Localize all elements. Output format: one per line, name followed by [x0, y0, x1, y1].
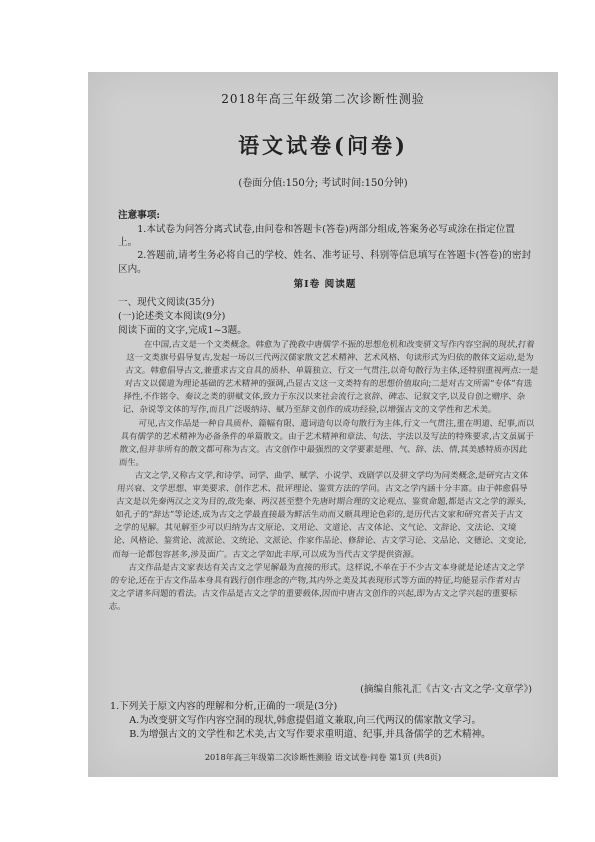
reading-passage — [108, 338, 541, 613]
passage-paragraph: 在中国,古文是一个文类概念。韩愈为了挽救中唐儒学不振的思想危机和改变骈文写作内容空洞的现状,打着这一文类旗号倡导复古,发起一场以三代两汉儒家散文艺术精神、艺术风格、句读形式为归依的散体文运动,是为古文。韩愈倡导古文,兼重求古文自具的质朴、单篇独立、行文一气贯注,以奇句散行为主体,还特别重视两点:一是对古文以儒道为理论基础的艺术精神的强调,凸显古文这一文类特有的思想价值取向;二是对古文所需“专体”有选择性,不作铭令、奏议之类的骈赋文体,致力于东汉以来社会流行之哀辞、碑志、记叙文字,以及自创之赠序、杂记、杂说等文体的写作,而且广泛吸纳诗、赋乃至辞文创作的成功经验,以增强古文的文学性和艺术美。 — [122, 339, 539, 415]
notes-list — [118, 223, 532, 276]
reading-instruction: 阅读下面的文字,完成1~3题。 — [118, 325, 247, 336]
passage-source: (摘编自熊礼汇《古文·古文之学·文章学》) — [360, 684, 532, 695]
paper-title: 语文试卷(问卷) — [238, 133, 408, 158]
option-b: B.为增强古文的文学性和艺术美,古文写作要求重明道、纪事,并具备儒学的艺术精神。 — [129, 729, 491, 740]
subsection-heading: (一)论述类文本阅读(9分) — [118, 311, 226, 322]
note-item: 1.本试卷为问答分离式试卷,由问卷和答题卡(答卷)两部分组成,答案务必写或涂在指定位置上。 — [118, 224, 515, 249]
note-item: 2.答题前,请考生务必将自己的学校、姓名、准考证号、科别等信息填写在答题卡(答卷)的密封区内。 — [118, 250, 532, 275]
passage-paragraph: 古文作品是古文家表达有关古文之学见解最为直接的形式。这样说,不单在于不少古文本身就是论述古文之学的专论,还在于古文作品本身具有践行创作理念的产物,其内外之美及其表现形式等方面的特征,均能显示作者对古文之学诸多问题的看法。古文作品是古文之学的重要载体,因而中唐古文创作的兴起,即为古文之学兴起的重要标志。 — [108, 561, 526, 611]
exam-header: 2018年高三年级第二次诊断性测验 — [221, 92, 425, 106]
score-info: (卷面分值:150分; 考试时间:150分钟) — [238, 178, 408, 189]
option-a: A.为改变骈文写作内容空洞的现状,韩愈提倡道文兼取,向三代两汉的儒家散文学习。 — [129, 715, 482, 726]
part-title: 第Ⅰ卷 阅读题 — [293, 279, 357, 290]
notes-heading: 注意事项: — [118, 210, 160, 221]
question-1 — [110, 700, 532, 742]
page-footer: 2018年高三年级第二次诊断性测验 语文试卷·问卷 第1页 (共8页) — [204, 752, 442, 762]
passage-paragraph: 可见,古文作品是一种自具质朴、篇幅有限、遣词造句以奇句散行为主体,行文一气贯注,重在明道、纪事,而以具有儒学的艺术精神为必备条件的单篇散文。由于艺术精神和章法、句法、字法以及写法的特殊要求,古文虽属于散文,但并非所有的散文都可称为古文。古文创作中最强烈的文学要素是理、气、辞、法、情,其美感特质亦因此而生。 — [118, 417, 535, 467]
exam-sheet — [88, 72, 558, 777]
question-stem: 1.下列关于原文内容的理解和分析,正确的一项是(3分) — [110, 701, 338, 712]
section-heading: 一、现代文阅读(35分) — [118, 297, 215, 308]
passage-paragraph: 古文之学,又称古文学,和诗学、词学、曲学、赋学、小说学、戏剧学以及骈文学均为同类概念,是研究古文体用兴衰、文学思想、审美要求、创作艺术、批评理论、鉴赏方法的学问。古文之学内涵十分丰富。由于韩愈倡导古文是以先秦两汉之文为目的,故先秦、两汉甚至整个先唐时期合理的文论观点、鉴赏命题,都是古文之学的源头,如孔子的“辞达”等论述,成为古文之学最直接最为鲜活生动而又颇具理论色彩的,是历代古文家和研究者关于古文之学的见解。其见解至少可以归纳为古文原论、文用论、文道论、古文体论、文气论、文辞论、文法论、文境论、风格论、鉴赏论、流派论、文统论、文派论、作家作品论、修辞论、古文学习论、文品论、文德论、文变论,而每一论都包容甚多,涉及面广。古文之学如此丰厚,可以成为当代古文学提供资源。 — [112, 469, 529, 559]
